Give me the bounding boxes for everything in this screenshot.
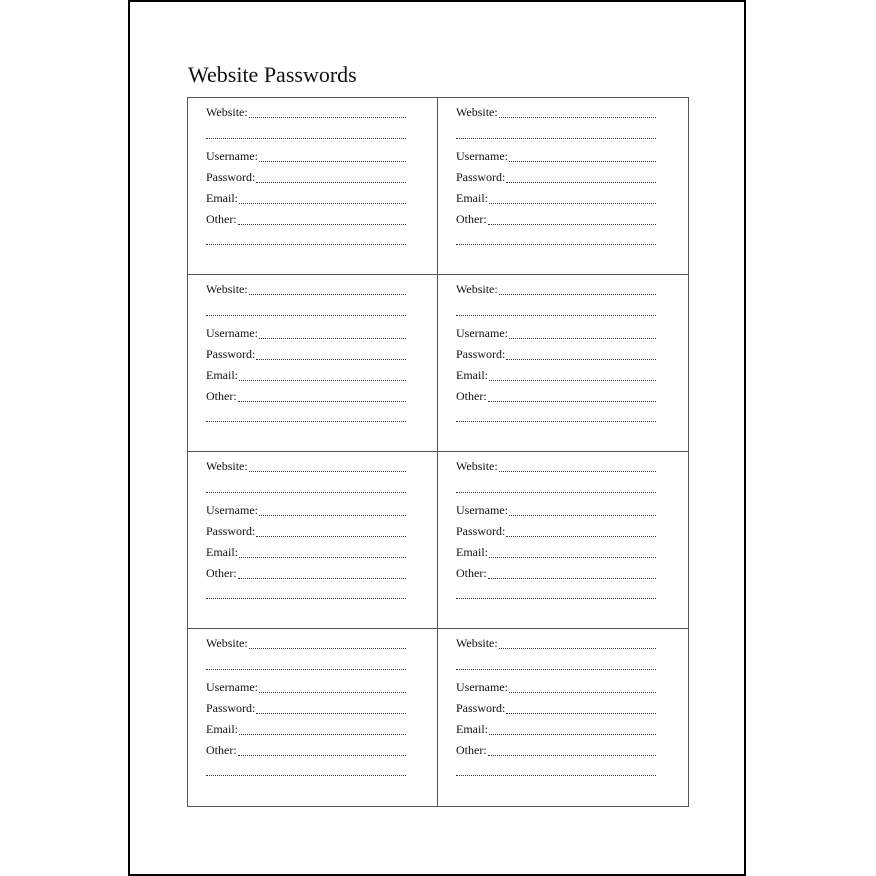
username-field[interactable] <box>456 325 656 341</box>
email-label: Email: <box>206 191 238 205</box>
email-value <box>239 734 406 735</box>
other-value <box>238 578 406 579</box>
other-field[interactable] <box>456 388 656 404</box>
password-field[interactable] <box>456 700 656 716</box>
website-field[interactable] <box>206 104 406 120</box>
other-label: Other: <box>456 743 487 757</box>
website-field[interactable] <box>456 281 656 297</box>
password-label: Password: <box>456 701 506 715</box>
username-field[interactable] <box>206 148 406 164</box>
email-value <box>489 380 656 381</box>
other-value <box>238 401 406 402</box>
website-extra-line[interactable] <box>206 315 406 316</box>
website-value <box>249 471 406 472</box>
username-field[interactable] <box>456 679 656 695</box>
other-field[interactable] <box>456 565 656 581</box>
email-value <box>239 557 406 558</box>
username-value <box>509 692 656 693</box>
website-value <box>249 117 406 118</box>
email-field[interactable] <box>456 367 656 383</box>
password-field[interactable] <box>206 523 406 539</box>
username-label: Username: <box>206 503 258 517</box>
other-label: Other: <box>206 212 237 226</box>
username-label: Username: <box>456 149 508 163</box>
password-value <box>506 359 656 360</box>
website-label: Website: <box>456 105 498 119</box>
username-label: Username: <box>456 680 508 694</box>
other-extra-line[interactable] <box>206 421 406 422</box>
website-label: Website: <box>206 282 248 296</box>
other-label: Other: <box>206 566 237 580</box>
password-value <box>506 713 656 714</box>
website-extra-line[interactable] <box>206 138 406 139</box>
website-field[interactable] <box>206 281 406 297</box>
username-label: Username: <box>206 680 258 694</box>
username-label: Username: <box>456 326 508 340</box>
password-label: Password: <box>456 170 506 184</box>
other-label: Other: <box>206 389 237 403</box>
website-extra-line[interactable] <box>456 492 656 493</box>
password-label: Password: <box>456 524 506 538</box>
password-card <box>438 629 688 806</box>
email-label: Email: <box>206 545 238 559</box>
username-field[interactable] <box>206 325 406 341</box>
password-card <box>188 452 438 629</box>
website-value <box>499 117 656 118</box>
other-field[interactable] <box>206 565 406 581</box>
website-label: Website: <box>456 459 498 473</box>
password-card <box>188 275 438 452</box>
other-field[interactable] <box>206 742 406 758</box>
email-field[interactable] <box>206 544 406 560</box>
password-card <box>438 98 688 275</box>
password-field[interactable] <box>206 169 406 185</box>
other-label: Other: <box>206 743 237 757</box>
email-field[interactable] <box>456 544 656 560</box>
password-field[interactable] <box>456 169 656 185</box>
email-value <box>239 380 406 381</box>
website-field[interactable] <box>456 635 656 651</box>
website-label: Website: <box>206 105 248 119</box>
username-value <box>509 338 656 339</box>
password-field[interactable] <box>456 523 656 539</box>
password-card <box>438 275 688 452</box>
other-label: Other: <box>456 389 487 403</box>
other-value <box>238 755 406 756</box>
password-value <box>256 536 406 537</box>
other-extra-line[interactable] <box>456 775 656 776</box>
password-label: Password: <box>456 347 506 361</box>
website-value <box>499 648 656 649</box>
username-label: Username: <box>206 326 258 340</box>
email-label: Email: <box>456 368 488 382</box>
username-label: Username: <box>456 503 508 517</box>
username-field[interactable] <box>206 502 406 518</box>
password-label: Password: <box>206 170 256 184</box>
website-label: Website: <box>206 459 248 473</box>
email-label: Email: <box>456 722 488 736</box>
email-value <box>489 734 656 735</box>
website-field[interactable] <box>206 635 406 651</box>
website-extra-line[interactable] <box>456 138 656 139</box>
username-label: Username: <box>206 149 258 163</box>
password-value <box>256 182 406 183</box>
other-label: Other: <box>456 212 487 226</box>
email-field[interactable] <box>456 721 656 737</box>
password-card <box>188 629 438 806</box>
password-card <box>438 452 688 629</box>
email-label: Email: <box>456 545 488 559</box>
other-extra-line[interactable] <box>456 421 656 422</box>
password-field[interactable] <box>456 346 656 362</box>
password-label: Password: <box>206 701 256 715</box>
other-extra-line[interactable] <box>206 598 406 599</box>
website-label: Website: <box>206 636 248 650</box>
document-page <box>128 0 746 876</box>
password-card-grid <box>187 97 689 807</box>
other-extra-line[interactable] <box>456 244 656 245</box>
page-title: Website Passwords <box>188 62 357 87</box>
username-value <box>259 692 406 693</box>
website-label: Website: <box>456 636 498 650</box>
username-value <box>259 515 406 516</box>
other-value <box>488 578 656 579</box>
other-extra-line[interactable] <box>456 598 656 599</box>
email-field[interactable] <box>206 721 406 737</box>
website-label: Website: <box>456 282 498 296</box>
password-value <box>506 182 656 183</box>
password-value <box>256 713 406 714</box>
username-value <box>509 515 656 516</box>
other-field[interactable] <box>206 211 406 227</box>
other-field[interactable] <box>456 742 656 758</box>
website-extra-line[interactable] <box>206 669 406 670</box>
other-value <box>488 401 656 402</box>
username-value <box>259 338 406 339</box>
other-value <box>488 755 656 756</box>
password-field[interactable] <box>206 700 406 716</box>
password-value <box>506 536 656 537</box>
email-label: Email: <box>206 368 238 382</box>
username-field[interactable] <box>456 502 656 518</box>
website-value <box>249 294 406 295</box>
email-label: Email: <box>456 191 488 205</box>
username-value <box>259 161 406 162</box>
other-label: Other: <box>456 566 487 580</box>
website-extra-line[interactable] <box>456 315 656 316</box>
other-value <box>488 224 656 225</box>
website-value <box>249 648 406 649</box>
other-extra-line[interactable] <box>206 244 406 245</box>
email-field[interactable] <box>456 190 656 206</box>
password-card <box>188 98 438 275</box>
website-extra-line[interactable] <box>456 669 656 670</box>
email-value <box>489 557 656 558</box>
other-value <box>238 224 406 225</box>
email-value <box>489 203 656 204</box>
password-label: Password: <box>206 524 256 538</box>
email-value <box>239 203 406 204</box>
password-label: Password: <box>206 347 256 361</box>
username-field[interactable] <box>206 679 406 695</box>
email-field[interactable] <box>206 190 406 206</box>
password-value <box>256 359 406 360</box>
website-field[interactable] <box>456 104 656 120</box>
website-value <box>499 471 656 472</box>
password-field[interactable] <box>206 346 406 362</box>
username-field[interactable] <box>456 148 656 164</box>
website-field[interactable] <box>456 458 656 474</box>
website-value <box>499 294 656 295</box>
website-field[interactable] <box>206 458 406 474</box>
website-extra-line[interactable] <box>206 492 406 493</box>
other-extra-line[interactable] <box>206 775 406 776</box>
username-value <box>509 161 656 162</box>
other-field[interactable] <box>456 211 656 227</box>
email-field[interactable] <box>206 367 406 383</box>
email-label: Email: <box>206 722 238 736</box>
other-field[interactable] <box>206 388 406 404</box>
